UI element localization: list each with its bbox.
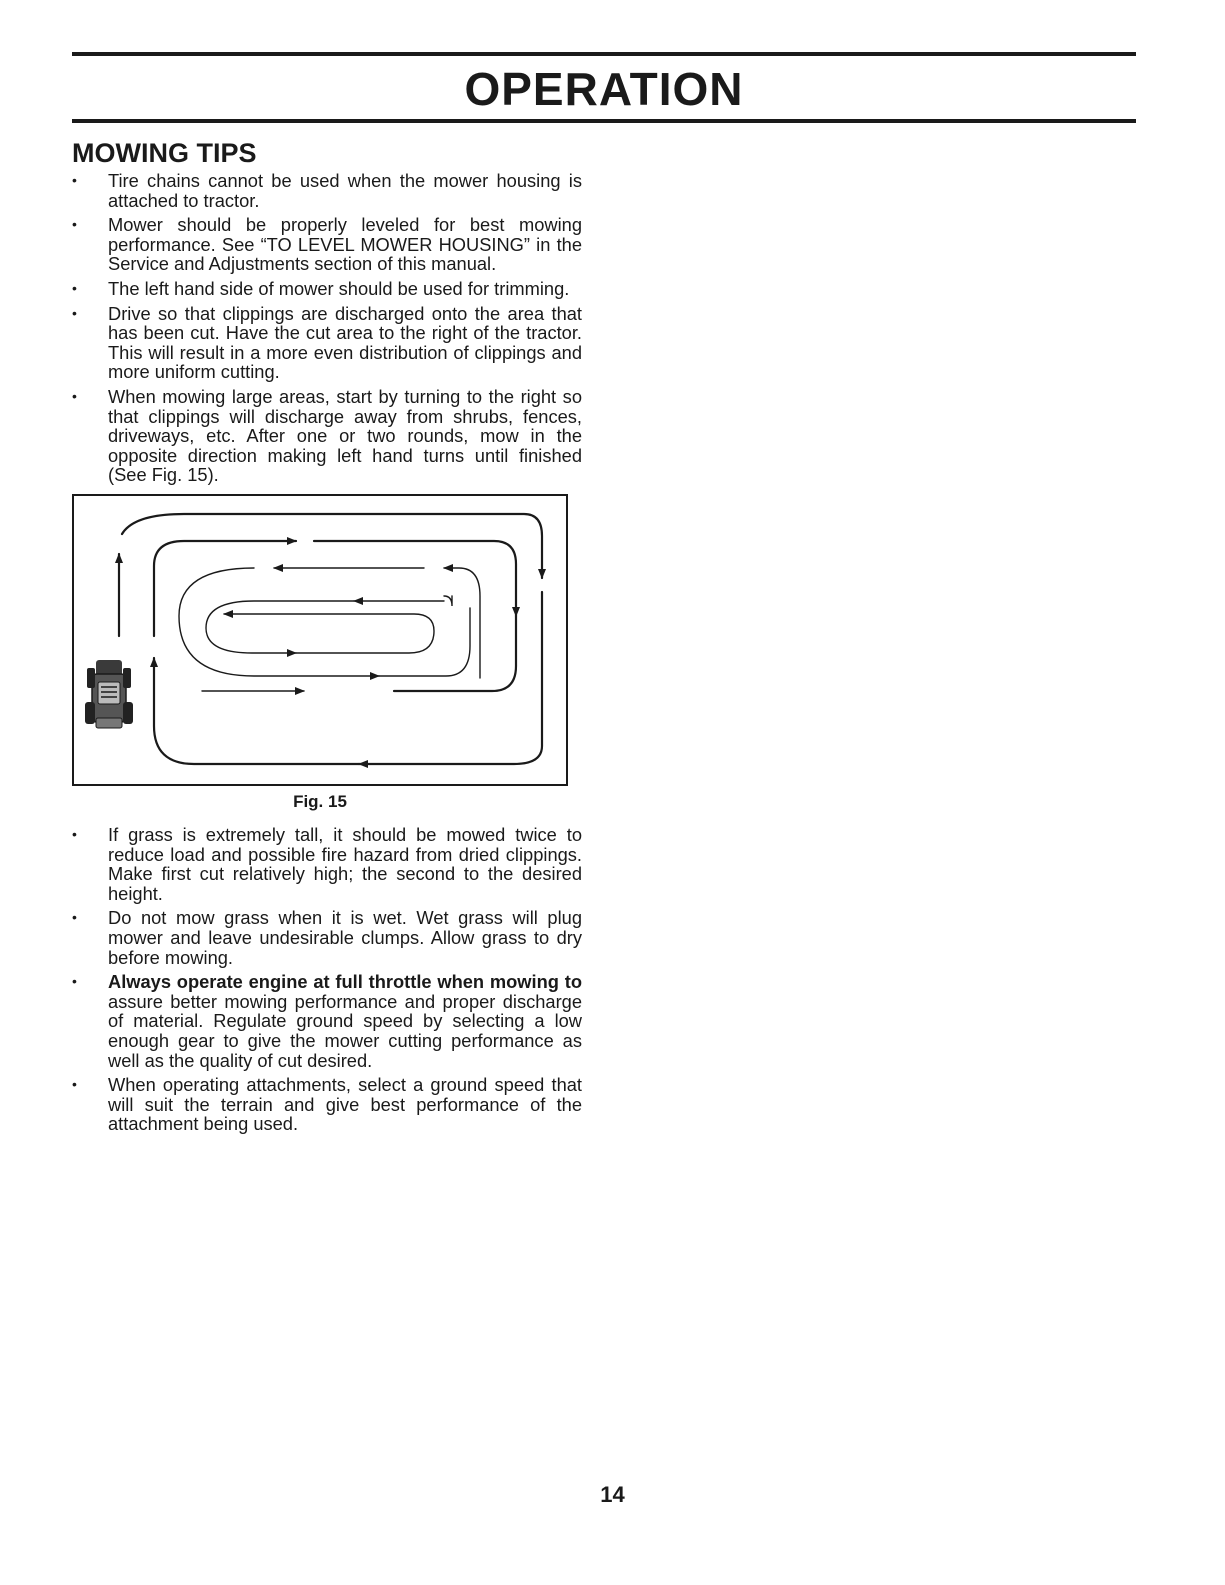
inner-top: [444, 596, 452, 606]
tip-level-mower: • Mower should be properly leveled for best mowing performance. See “TO LEVEL MOWER HOUSING” in the Service and Adjustments section of this manual.: [72, 215, 582, 274]
header-rule-top: [72, 52, 1136, 56]
mowing-pattern-figure: [72, 494, 568, 786]
loop2-top: [314, 541, 516, 616]
figure-caption: Fig. 15: [293, 792, 347, 811]
tip-large-areas: • When mowing large areas, start by turning to the right so that clippings will discharge away from shrubs, fences, driveways, etc. After one or two rounds, mow in the opposite direction making left hand turns until finished (See Fig. 15).: [72, 387, 582, 485]
tip-wet-grass: • Do not mow grass when it is wet. Wet grass will plug mower and leave undesirable clumps. Allow grass to dry before mowing.: [72, 908, 582, 967]
tip-discharge-direction: • Drive so that clippings are discharged onto the area that has been cut. Have the cut area to the right of the tractor. This will result in a more even distribution of clippings and more uniform cutting.: [72, 304, 582, 382]
tip-full-throttle-rest: assure better mowing performance and proper discharge of material. Regulate ground speed by selecting a low enough gear to give the mower cutting performance as well as the quality of cut desired.: [108, 990, 582, 1071]
page-number: 14: [600, 1482, 625, 1507]
loop2-left: [154, 541, 296, 636]
mowing-pattern-diagram: [74, 496, 566, 784]
inner-right: [224, 614, 434, 653]
tip-full-throttle-bold: Always operate engine at full throttle when mowing to: [108, 971, 582, 993]
loop3-right: [444, 568, 480, 678]
tip-tire-chains: • Tire chains cannot be used when the mower housing is attached to tractor.: [72, 171, 582, 210]
header-rule-bottom: [72, 119, 1136, 123]
page-title: OPERATION: [464, 63, 744, 115]
outer-path-bottom: [154, 658, 359, 764]
inner-top-line-2: [206, 601, 354, 653]
loop3-left: [179, 568, 379, 676]
tip-attachments: • When operating attachments, select a ground speed that will suit the terrain and give best performance of the attachment being used.: [72, 1075, 582, 1134]
tractor-icon: [85, 660, 133, 728]
tip-tall-grass: • If grass is extremely tall, it should be mowed twice to reduce load and possible fire hazard from dried clippings. Make first cut relatively high; the second to the desired height.: [72, 825, 582, 903]
tip-full-throttle: [72, 972, 582, 1070]
tips-list-after-figure: [72, 825, 582, 1139]
tip-trimming-side: • The left hand side of mower should be used for trimming.: [72, 279, 582, 299]
section-title: MOWING TIPS: [72, 138, 257, 168]
tips-list-before-figure: [72, 171, 582, 490]
loop3-close: [379, 608, 470, 676]
